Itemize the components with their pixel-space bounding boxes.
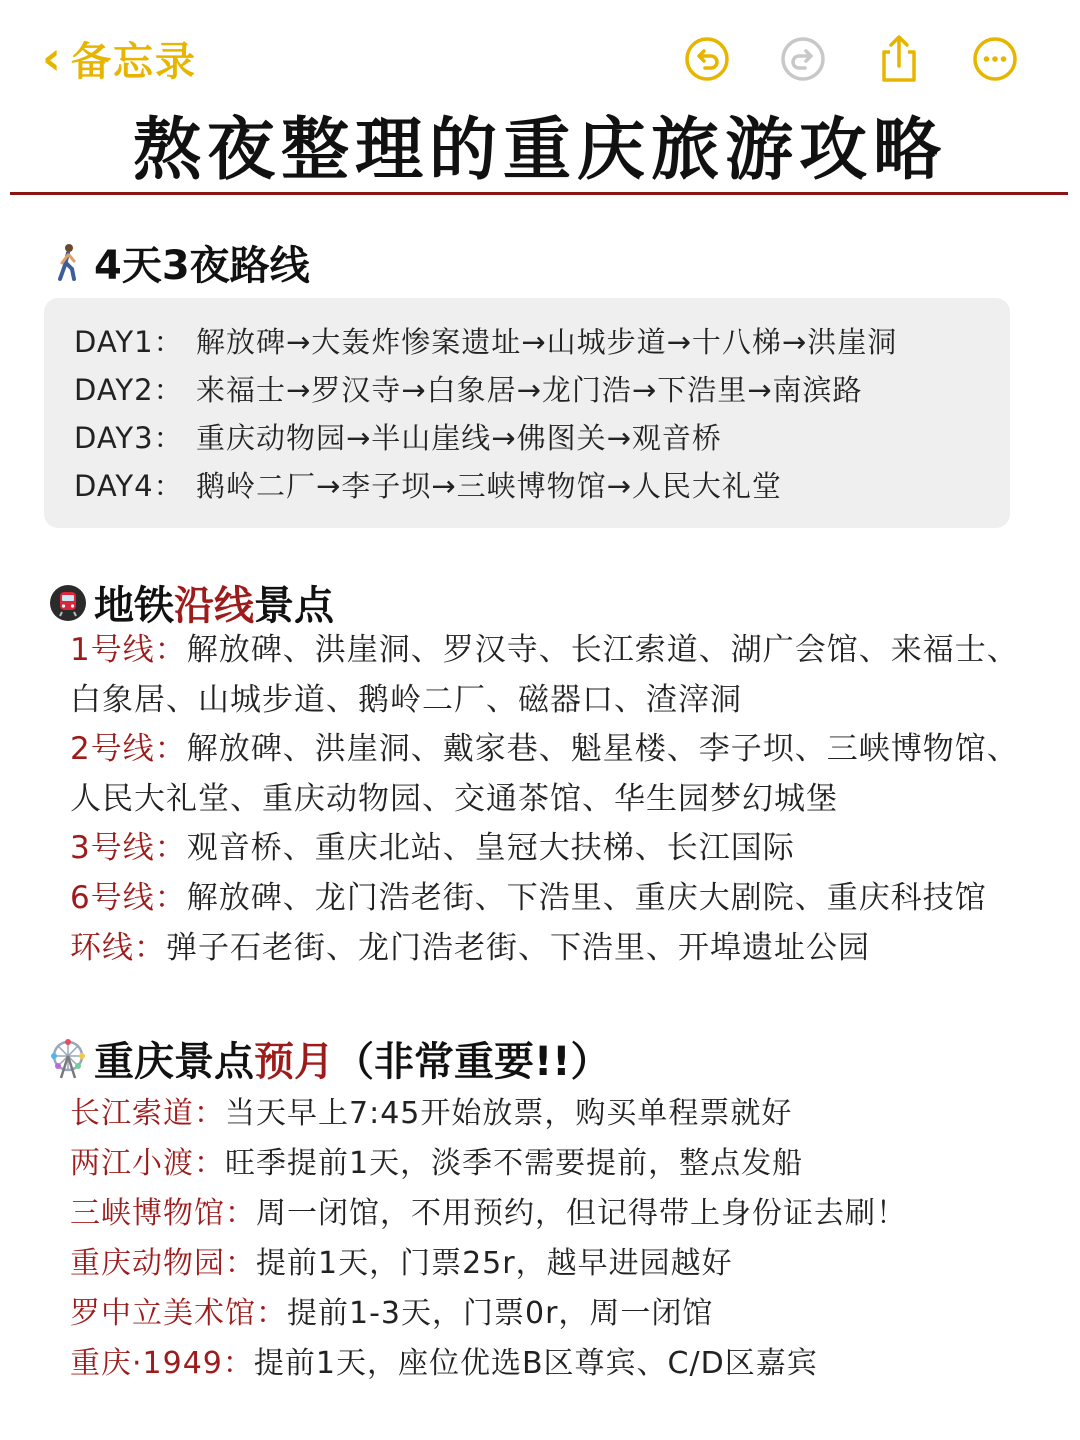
metro-line-stops: 观音桥、重庆北站、皇冠大扶梯、长江国际	[186, 830, 795, 867]
route-heading-text: 4天3夜路线	[94, 243, 310, 289]
booking-item-label: 三峡博物馆：	[70, 1196, 256, 1231]
back-button[interactable]	[42, 30, 197, 86]
toolbar-icons	[682, 34, 1020, 84]
booking-item-label: 长江索道：	[70, 1096, 225, 1131]
metro-line-label: 环线：	[70, 929, 166, 966]
booking-item-label: 罗中立美术馆：	[70, 1296, 287, 1331]
metro-line-label: 3号线：	[70, 830, 187, 867]
booking-item-label: 重庆动物园：	[70, 1246, 256, 1281]
booking-item-text: 当天早上7:45开始放票，购买单程票就好	[225, 1096, 793, 1131]
route-day	[74, 464, 782, 505]
booking-item	[70, 1238, 733, 1282]
metro-line-stops: 解放碑、洪崖洞、罗汉寺、长江索道、湖广会馆、来福士、白象居、山城步道、鹅岭二厂、磁器口、渣滓洞	[70, 632, 1019, 718]
metro-line-stops: 弹子石老街、龙门浩老街、下浩里、开埠遗址公园	[166, 929, 870, 966]
booking-item	[70, 1338, 818, 1382]
route-day-text: 鹅岭二厂→李子坝→三峡博物馆→人民大礼堂	[196, 469, 782, 503]
redo-button[interactable]	[778, 34, 828, 84]
route-day	[74, 320, 897, 361]
page-title: 熬夜整理的重庆旅游攻略	[132, 111, 947, 190]
metro-line	[70, 874, 1030, 924]
metro-line	[70, 626, 1030, 725]
booking-item	[70, 1288, 713, 1332]
top-bar	[0, 0, 1080, 110]
route-day-label: DAY2：	[74, 373, 184, 407]
route-box	[44, 298, 1010, 528]
metro-line-label: 1号线：	[70, 632, 187, 668]
back-label: 备忘录	[70, 38, 197, 85]
route-day-text: 重庆动物园→半山崖线→佛图关→观音桥	[196, 421, 722, 455]
metro-line	[70, 924, 1030, 974]
route-day-text: 解放碑→大轰炸惨案遗址→山城步道→十八梯→洪崖洞	[196, 325, 898, 359]
redo-icon	[780, 36, 826, 82]
booking-item-label: 重庆·1949：	[70, 1346, 254, 1381]
more-button[interactable]	[970, 34, 1020, 84]
booking-item-text: 提前1-3天，门票0r，周一闭馆	[287, 1296, 714, 1331]
undo-button[interactable]	[682, 34, 732, 84]
route-day-label: DAY3：	[74, 421, 184, 455]
metro-line	[70, 725, 1030, 824]
metro-heading-text: 地铁	[94, 583, 174, 629]
ferris-wheel-icon	[48, 1037, 88, 1081]
share-button[interactable]	[874, 34, 924, 84]
undo-icon	[684, 36, 730, 82]
route-day	[74, 416, 722, 457]
title-divider	[10, 192, 1068, 195]
metro-train-icon	[48, 581, 88, 625]
booking-heading-text: 重庆景点	[94, 1039, 254, 1085]
booking-item-text: 提前1天，座位优选B区尊宾、C/D区嘉宾	[253, 1346, 818, 1381]
booking-item-text: 旺季提前1天，淡季不需要提前，整点发船	[225, 1146, 804, 1181]
metro-line-stops: 解放碑、龙门浩老街、下浩里、重庆大剧院、重庆科技馆	[186, 879, 987, 916]
booking-heading-text: （非常重要!!）	[334, 1039, 611, 1085]
booking-item-label: 两江小渡：	[70, 1146, 225, 1181]
metro-heading	[48, 574, 334, 631]
booking-item	[70, 1188, 907, 1232]
metro-line-stops: 解放碑、洪崖洞、戴家巷、魁星楼、李子坝、三峡博物馆、人民大礼堂、重庆动物园、交通茶馆、华生园梦幻城堡	[70, 731, 1019, 817]
metro-line-label: 6号线：	[70, 879, 187, 916]
metro-line	[70, 824, 1030, 874]
walking-person-icon	[48, 241, 88, 285]
metro-list	[70, 626, 1030, 973]
route-day-text: 来福士→罗汉寺→白象居→龙门浩→下浩里→南滨路	[196, 373, 863, 407]
route-heading	[48, 234, 310, 291]
booking-item	[70, 1138, 803, 1182]
metro-line-label: 2号线：	[70, 731, 187, 768]
route-day-label: DAY4：	[74, 469, 184, 503]
metro-heading-highlight: 沿线	[174, 583, 254, 629]
metro-heading-text: 景点	[254, 583, 334, 629]
more-icon	[972, 36, 1018, 82]
share-icon	[876, 34, 922, 84]
booking-item	[70, 1088, 792, 1132]
booking-heading-highlight: 预月	[254, 1039, 334, 1085]
route-day-label: DAY1：	[74, 325, 184, 359]
booking-item-text: 周一闭馆，不用预约，但记得带上身份证去刷！	[256, 1196, 907, 1231]
booking-heading	[48, 1030, 610, 1087]
booking-item-text: 提前1天，门票25r，越早进园越好	[256, 1246, 733, 1281]
route-day	[74, 368, 863, 409]
chevron-left-icon: ‹	[42, 31, 61, 85]
